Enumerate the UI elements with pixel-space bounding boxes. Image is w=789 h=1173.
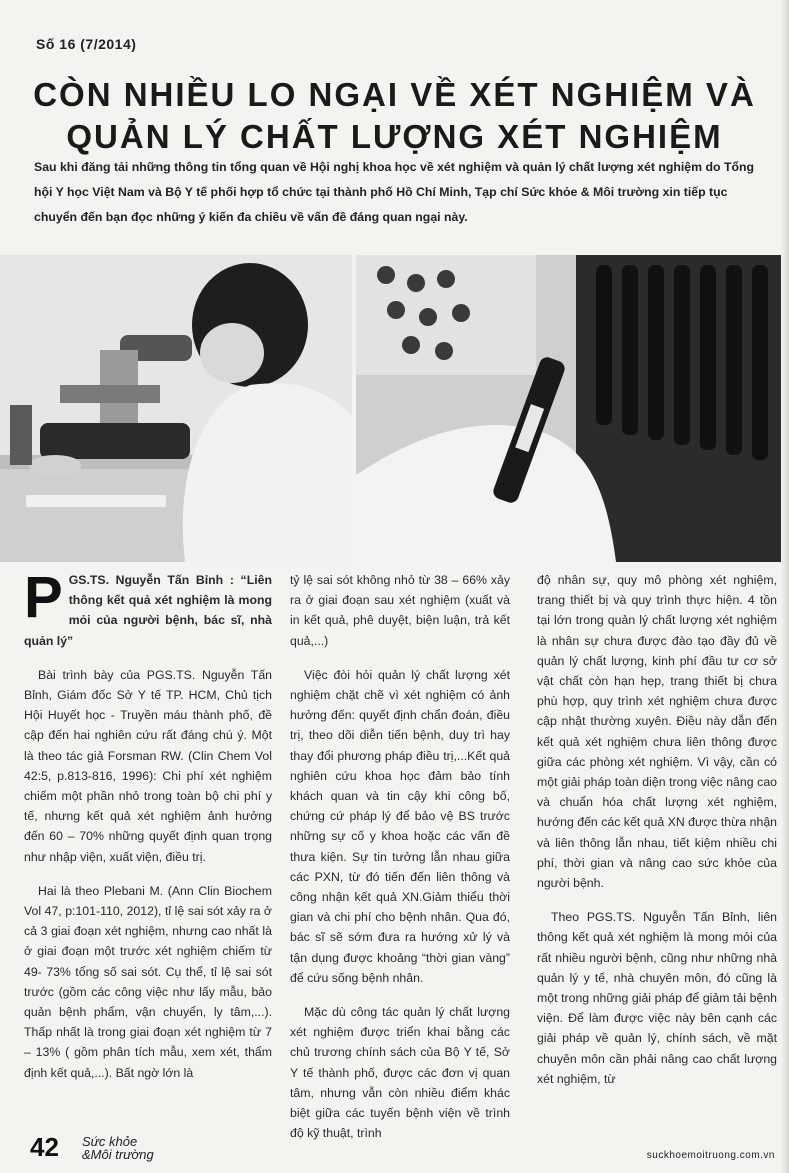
lead-paragraph: Sau khi đăng tải những thông tin tổng quan về Hội nghị khoa học về xét nghiệm và quản lý chất lượng xét nghiệm do Tổng hội Y học Việt Nam và Bộ Y tế phối hợp tổ chức tại thành phố Hồ Chí Minh, Tạp chí Sức khỏe & Môi trường xin tiếp tục chuyển đến bạn đọc những ý kiến đa chiều về vấn đề đáng quan ngại này. bbox=[34, 160, 754, 224]
paragraph: Theo PGS.TS. Nguyễn Tấn Bỉnh, liên thông kết quả xét nghiệm là mong mỏi của rất nhiều người bệnh, cũng như những nhà quản lý y tế, nhà chuyên môn, đó cũng là một trong những giải pháp để giảm tải bệnh viện. Để làm được việc này bên cạnh các giải pháp về quản lý, chính sách, về mặt chuyên môn cần phải nâng cao chất lượng xét nghiệm, từ bbox=[537, 910, 777, 1086]
article-subheading: GS.TS. Nguyễn Tấn Bỉnh : “Liên thông kết quả xét nghiệm là mong mỏi của người bệnh, bác sĩ, nhà quản lý” bbox=[24, 573, 272, 648]
article-column-1 bbox=[24, 565, 272, 1097]
photo-microscope bbox=[0, 255, 352, 562]
logo-line-2: &Môi trường bbox=[82, 1147, 154, 1162]
article-column-3 bbox=[537, 570, 777, 1103]
magazine-logo bbox=[82, 1135, 154, 1161]
microscope-illustration bbox=[0, 255, 352, 562]
paragraph: Bài trình bày của PGS.TS. Nguyễn Tấn Bỉnh, Giám đốc Sở Y tế TP. HCM, Chủ tịch Hội Huyết học - Truyền máu thành phố, đề cập đến hai nghiên cứu rất đáng chú ý. Một là theo tác giả Forsman RW. (Clin Chem Vol 42:5, p.813-816, 1996): Chi phí xét nghiệm chiếm một phần nhỏ trong toàn bộ chi phí y tế, nhưng kết quả xét nghiệm ảnh hưởng đến 60 – 70% những quyết định quan trọng như nhập viện, xuất viện, điều trị. bbox=[24, 667, 272, 864]
title-line-1: CÒN NHIỀU LO NGẠI VỀ XÉT NGHIỆM VÀ bbox=[33, 76, 756, 113]
title-line-2: QUẢN LÝ CHẤT LƯỢNG XÉT NGHIỆM bbox=[66, 118, 723, 155]
photo-sample-tubes bbox=[356, 255, 789, 562]
paragraph: Việc đòi hỏi quản lý chất lượng xét nghiệm chặt chẽ vì xét nghiệm có ảnh hưởng đến: quyết định chẩn đoán, điều trị, theo dõi diễn tiến bệnh, duy trì hay thay đổi phương pháp điều trị,...Kết quả nghiên cứu khoa học đảm bảo tính khách quan và tin cậy khi công bố, chứng cứ pháp lý để bảo vệ BS trước những sự cố y khoa hoặc các vấn đề thưa kiện. Sự tin tưởng lẫn nhau giữa các PXN, từ đó tiến đến liên thông và công nhận kết quả XN.Giảm thiểu thời gian và chi phí cho bệnh nhân. Qua đó, bác sĩ sẽ sớm đưa ra hướng xử lý và tận dụng được khoảng “thời gian vàng” để cứu sống bệnh nhân. bbox=[290, 667, 510, 985]
drop-cap: P bbox=[24, 565, 63, 630]
paragraph: Mặc dù công tác quản lý chất lượng xét nghiệm được triển khai bằng các chủ trương chính sách của Bộ Y tế, Sở Y tế thành phố, được các đơn vị quan tâm, nhưng vẫn còn nhiều điểm khác biệt giữa các tuyến bệnh viện về trình độ kỹ thuật, trình bbox=[290, 1005, 510, 1141]
paragraph: tỷ lệ sai sót không nhỏ từ 38 – 66% xảy ra ở giai đoạn sau xét nghiệm (xuất và in kết quả, phê duyệt, biện luận, trả kết quả,...) bbox=[290, 573, 510, 648]
article-title bbox=[0, 74, 789, 158]
scan-edge bbox=[781, 0, 789, 1173]
issue-label: Số 16 (7/2014) bbox=[36, 36, 137, 52]
paragraph: độ nhân sự, quy mô phòng xét nghiệm, trang thiết bị và quy trình thực hiện. 4 tồn tại lớn trong quản lý chất lượng xét nghiệm là nhân sự chưa được đào tạo đầy đủ về quản lý chất lượng, kinh phí đầu tư cơ sở vật chất còn hạn hẹp, trang thiết bị chưa phù hợp, quy trình xét nghiệm chưa được cập nhật thường xuyên. Điều này dẫn đến kết quả xét nghiệm chưa liên thông được giữa các phòng xét nghiệm. Vì vậy, cần có một giải pháp toàn diện trong việc nâng cao và chuẩn hóa chất lượng xét nghiệm, hướng đến các kết quả XN được thừa nhận và liên thông lẫn nhau, tiết kiệm nhiều chi phí, thời gian và nâng cao sức khỏe của người bệnh. bbox=[537, 573, 777, 891]
page-number: 42 bbox=[30, 1132, 59, 1162]
logo-line-1: Sức khỏe bbox=[82, 1134, 138, 1149]
article-column-2 bbox=[290, 570, 510, 1157]
paragraph: Hai là theo Plebani M. (Ann Clin Biochem Vol 47, p:101-110, 2012), tỉ lệ sai sót xảy ra ở cả 3 giai đoạn xét nghiệm, nhưng cao nhất là ở giai đoạn một trước xét nghiệm chiếm từ 49- 73% tổng số sai sót. Cụ thể, tỉ lệ sai sót trước (gồm các công việc như lấy mẫu, bảo quản bệnh phẩm, vận chuyển, ly tâm,...). Thấp nhất là trong giai đoạn xét nghiệm từ 7 – 13% ( gồm phân tích mẫu, xem xét, thẩm định kết quả,...). Bất ngờ lớn là bbox=[24, 883, 272, 1080]
sample-tubes-illustration bbox=[356, 255, 789, 562]
website-url: suckhoemoitruong.com.vn bbox=[646, 1150, 775, 1161]
